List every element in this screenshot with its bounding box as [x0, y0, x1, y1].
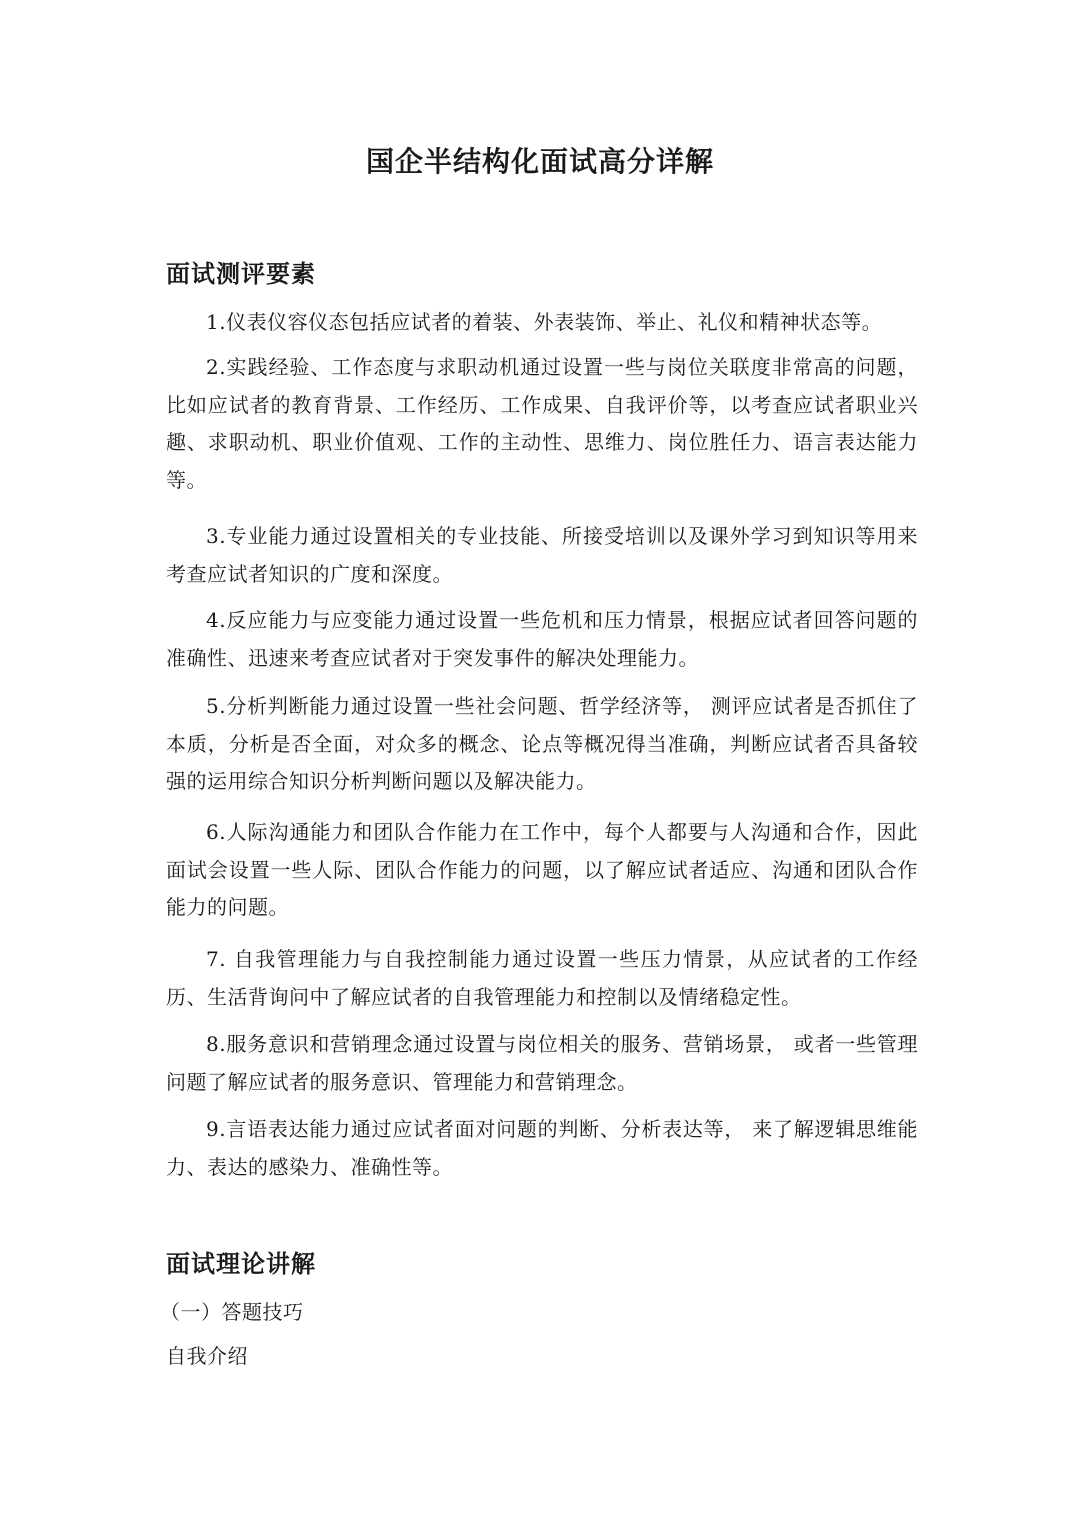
- subheading-answer-techniques: （一）答题技巧: [160, 1300, 304, 1324]
- item-self-introduction: 自我介绍: [166, 1344, 248, 1368]
- paragraph-5: 5.分析判断能力通过设置一些社会问题、哲学经济等， 测评应试者是否抓住了本质，分析是否全面，对众多的概念、论点等概况得当准确，判断应试者否具备较强的运用综合知识分析判断问题以及解决能力。: [166, 694, 918, 793]
- paragraph-4: 4.反应能力与应变能力通过设置一些危机和压力情景，根据应试者回答问题的准确性、迅速来考查应试者对于突发事件的解决处理能力。: [166, 608, 918, 670]
- paragraph-8: 8.服务意识和营销理念通过设置与岗位相关的服务、营销场景， 或者一些管理问题了解应试者的服务意识、管理能力和营销理念。: [166, 1032, 918, 1094]
- paragraph-2: 2.实践经验、工作态度与求职动机通过设置一些与岗位关联度非常高的问题，比如应试者的教育背景、工作经历、工作成果、自我评价等，以考查应试者职业兴趣、求职动机、职业价值观、工作的主动性、思维力、岗位胜任力、语言表达能力等。: [166, 355, 918, 492]
- paragraph-6: 6.人际沟通能力和团队合作能力在工作中，每个人都要与人沟通和合作，因此面试会设置一些人际、团队合作能力的问题，以了解应试者适应、沟通和团队合作能力的问题。: [166, 820, 918, 919]
- section-heading-theory: 面试理论讲解: [166, 1249, 316, 1278]
- document-title: 国企半结构化面试高分详解: [365, 145, 714, 178]
- paragraph-1: 1.仪表仪容仪态包括应试者的着装、外表装饰、举止、礼仪和精神状态等。: [206, 310, 883, 334]
- paragraph-7: 7. 自我管理能力与自我控制能力通过设置一些压力情景，从应试者的工作经历、生活背询问中了解应试者的自我管理能力和控制以及情绪稳定性。: [166, 947, 918, 1009]
- paragraph-3: 3.专业能力通过设置相关的专业技能、所接受培训以及课外学习到知识等用来考查应试者知识的广度和深度。: [166, 524, 918, 586]
- paragraph-9: 9.言语表达能力通过应试者面对问题的判断、分析表达等， 来了解逻辑思维能力、表达的感染力、准确性等。: [166, 1117, 918, 1179]
- section-heading-evaluation-factors: 面试测评要素: [166, 259, 316, 288]
